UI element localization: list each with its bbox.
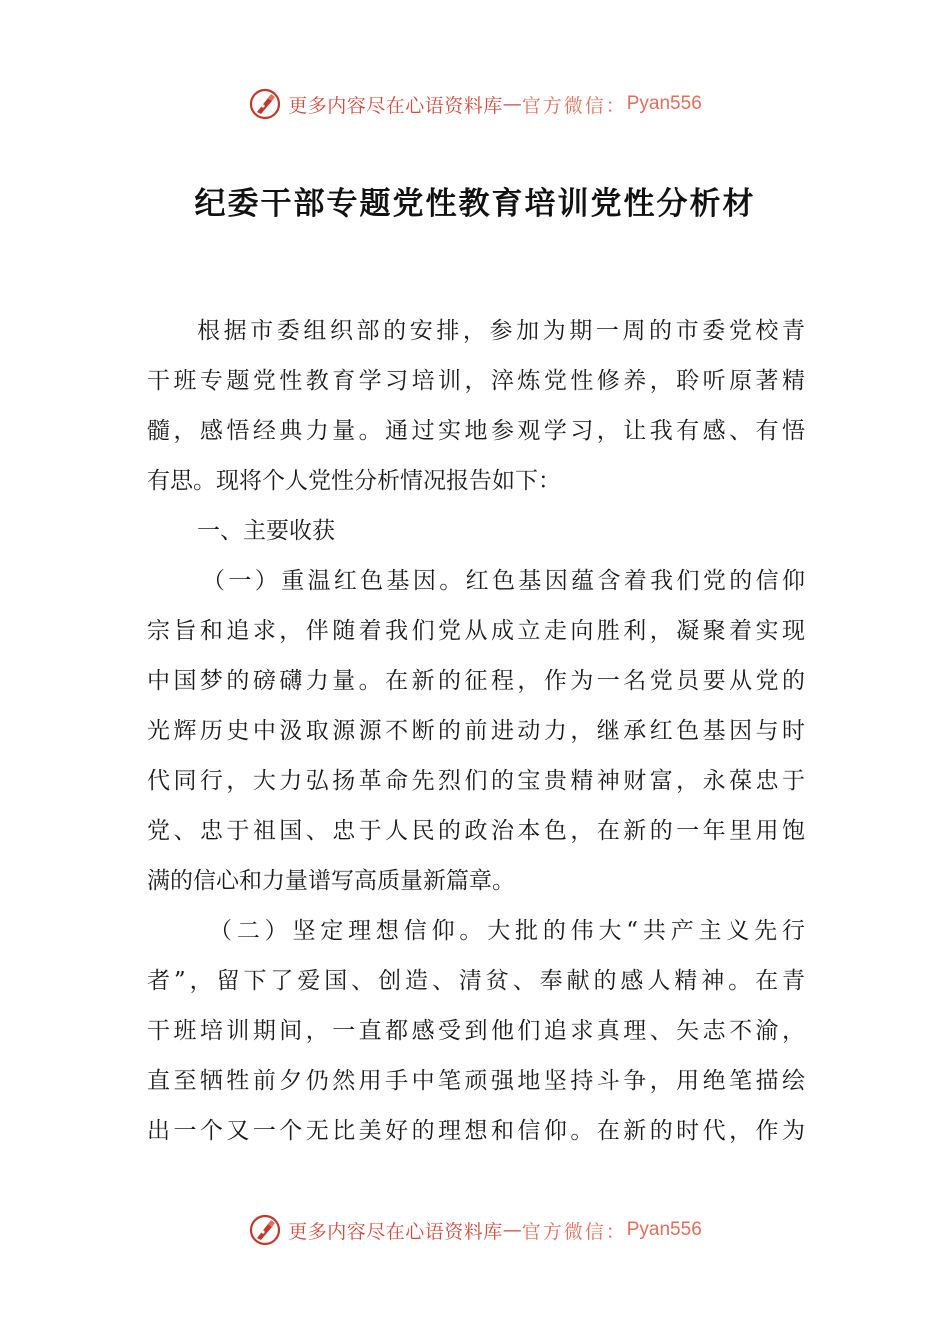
section-heading: 一、主要收获 bbox=[197, 518, 335, 544]
body-line: 党、忠于祖国、忠于人民的政治本色，在新的一年里用饱 bbox=[147, 818, 805, 844]
body-line: 直至牺牲前夕仍然用手中笔顽强地坚持斗争，用绝笔描绘 bbox=[147, 1068, 805, 1094]
body-line: 干班培训期间，一直都感受到他们追求真理、矢志不渝， bbox=[147, 1018, 805, 1044]
watermark-wechat-id: Pyan556 bbox=[626, 93, 702, 114]
footer-watermark bbox=[0, 1210, 950, 1250]
body-line: 满的信心和力量谱写高质量新篇章。 bbox=[147, 868, 515, 894]
body-line: （一）重温红色基因。红色基因蕴含着我们党的信仰 bbox=[202, 568, 805, 594]
header-watermark bbox=[0, 84, 950, 124]
document-title: 纪委干部专题党性教育培训党性分析材 bbox=[194, 186, 756, 222]
watermark-brand-text: 更多内容尽在心语资料库 bbox=[288, 94, 503, 117]
body-line: 干班专题党性教育学习培训，淬炼党性修养，聆听原著精 bbox=[147, 368, 805, 394]
document-body bbox=[147, 306, 805, 1156]
body-line: （二）坚定理想信仰。大批的伟大“共产主义先行 bbox=[209, 918, 805, 944]
watermark-dash: — bbox=[502, 1219, 522, 1241]
body-line: 光辉历史中汲取源源不断的前进动力，继承红色基因与时 bbox=[147, 718, 805, 744]
watermark-wechat-label: 官方微信： bbox=[521, 94, 627, 117]
pen-nib-circle-icon bbox=[248, 1213, 282, 1247]
body-line: 者”，留下了爱国、创造、清贫、奉献的感人精神。在青 bbox=[147, 968, 805, 994]
body-line: 髓，感悟经典力量。通过实地参观学习，让我有感、有悟 bbox=[147, 418, 805, 444]
watermark-wechat-label: 官方微信： bbox=[521, 1220, 627, 1243]
watermark-dash: — bbox=[502, 93, 522, 115]
body-line: 中国梦的磅礴力量。在新的征程，作为一名党员要从党的 bbox=[147, 668, 805, 694]
body-line: 根据市委组织部的安排，参加为期一周的市委党校青 bbox=[197, 318, 805, 344]
body-line: 代同行，大力弘扬革命先烈们的宝贵精神财富，永葆忠于 bbox=[147, 768, 805, 794]
body-line: 宗旨和追求，伴随着我们党从成立走向胜利，凝聚着实现 bbox=[147, 618, 805, 644]
watermark-brand-text: 更多内容尽在心语资料库 bbox=[288, 1220, 503, 1243]
body-line: 出一个又一个无比美好的理想和信仰。在新的时代，作为 bbox=[147, 1118, 805, 1144]
watermark-wechat-id: Pyan556 bbox=[626, 1219, 702, 1240]
body-line: 有思。现将个人党性分析情况报告如下： bbox=[147, 468, 561, 494]
pen-nib-circle-icon bbox=[248, 87, 282, 121]
